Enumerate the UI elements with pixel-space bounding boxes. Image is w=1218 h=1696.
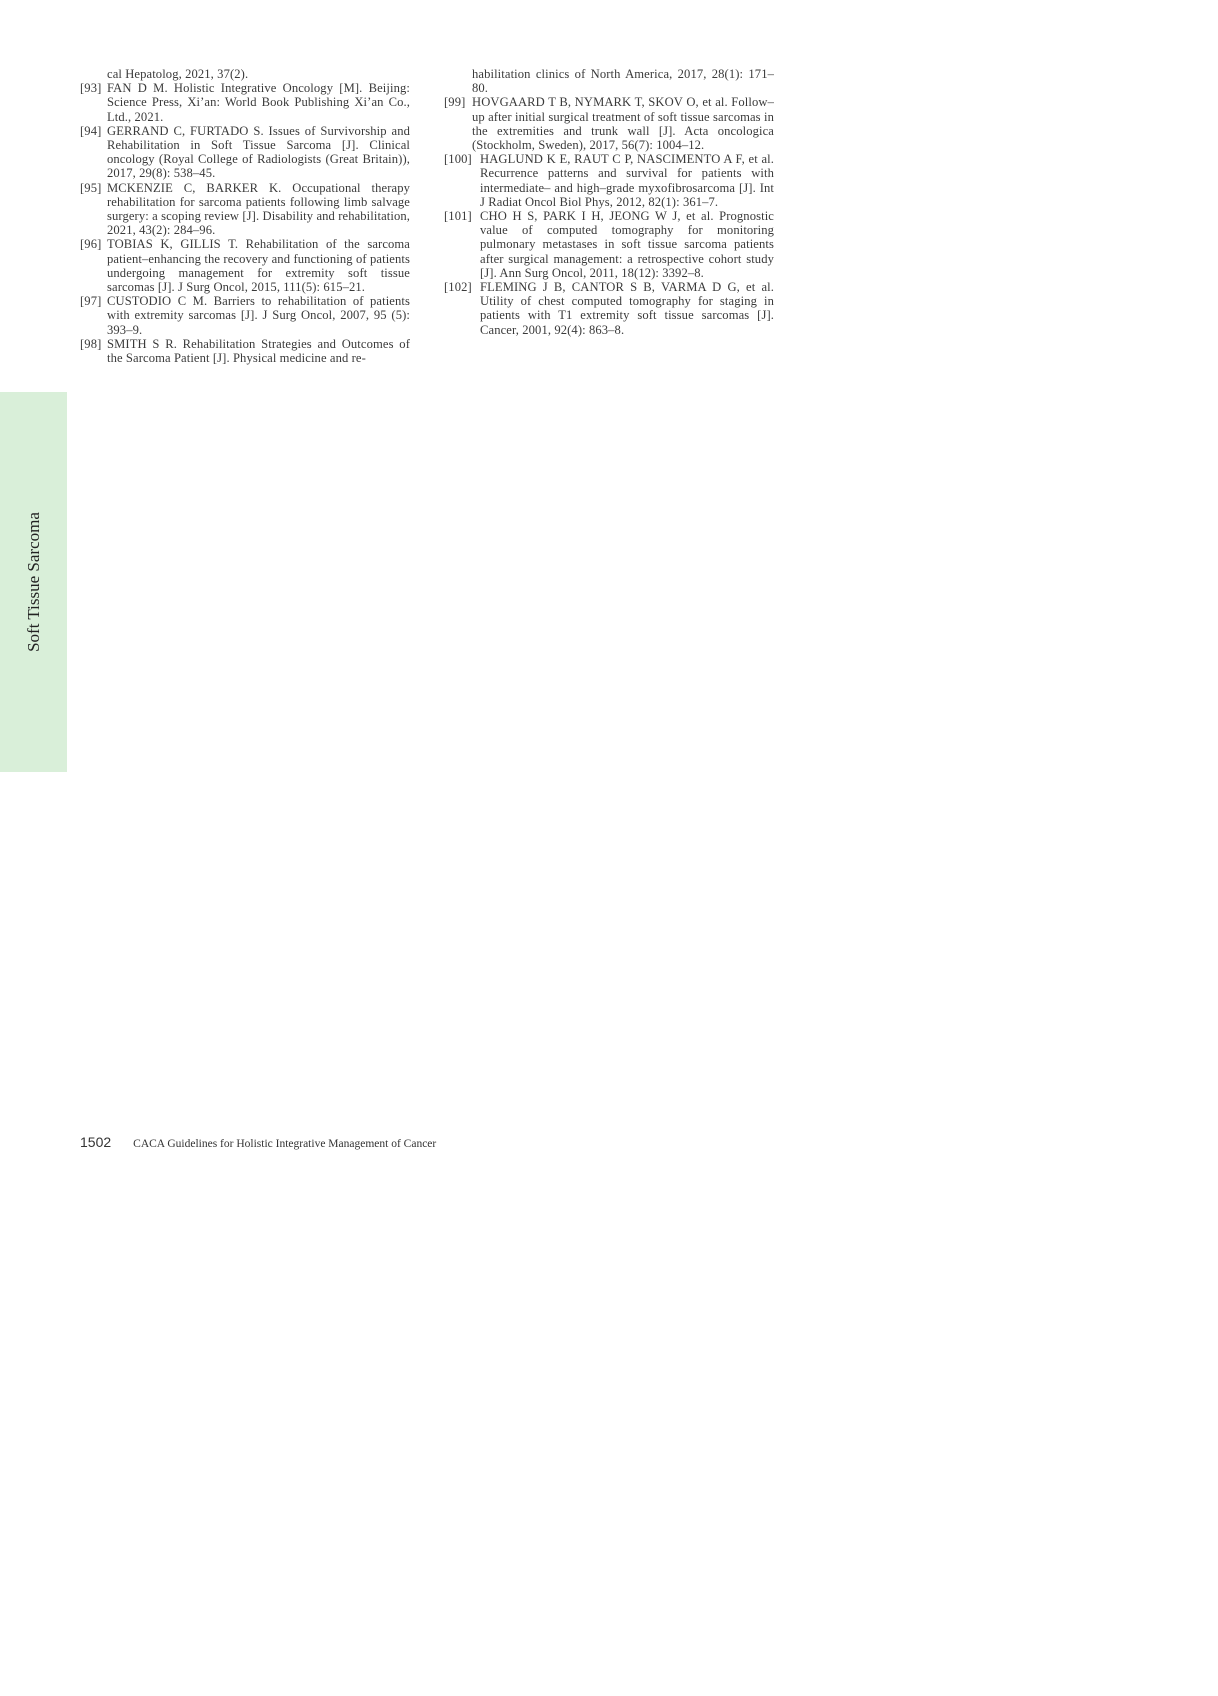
reference-continuation (444, 67, 774, 95)
reference-item (80, 237, 410, 294)
reference-text: MCKENZIE C, BARKER K. Occupational therapy rehabilitation for sarcoma patients following limb salvage surgery: a scoping review [J]. Disability and rehabilitation, 2021, 43(2): 284–96. (107, 180, 410, 238)
reference-number: [96] (80, 237, 102, 252)
reference-number: [102] (444, 280, 472, 295)
reference-continuation (80, 67, 410, 81)
reference-text: habilitation clinics of North America, 2017, 28(1): 171–80. (472, 67, 774, 96)
reference-text: HOVGAARD T B, NYMARK T, SKOV O, et al. Follow–up after initial surgical treatment of soft tissue sarcomas in the extremities and trunk wall [J]. Acta oncologica (Stockholm, Sweden), 2017, 56(7): 1004–12. (472, 95, 774, 153)
reference-item (80, 294, 410, 337)
reference-number: [101] (444, 209, 472, 224)
running-title: CACA Guidelines for Holistic Integrative Management of Cancer (133, 1138, 437, 1150)
page-footer (80, 1134, 436, 1154)
section-sidebar-tab (0, 392, 67, 772)
reference-text: cal Hepatolog, 2021, 37(2). (107, 67, 249, 81)
reference-text: SMITH S R. Rehabilitation Strategies and Outcomes of the Sarcoma Patient [J]. Physical medicine and re- (107, 336, 410, 366)
reference-text: TOBIAS K, GILLIS T. Rehabilitation of the sarcoma patient–enhancing the recovery and functioning of patients undergoing management for extremity soft tissue sarcomas [J]. J Surg Oncol, 2015, 111(5): 615–21. (107, 237, 410, 295)
references-right-column (444, 67, 774, 337)
reference-number: [97] (80, 294, 102, 309)
reference-text: FLEMING J B, CANTOR S B, VARMA D G, et al. Utility of chest computed tomography for staging in patients with T1 extremity soft tissue sarcomas [J]. Cancer, 2001, 92(4): 863–8. (480, 280, 774, 337)
reference-text: GERRAND C, FURTADO S. Issues of Survivorship and Rehabilitation in Soft Tissue Sarcoma [J]. Clinical oncology (Royal College of Radiologists (Great Britain)), 2017, 29(8): 538–45. (107, 123, 410, 181)
page-number: 1502 (80, 1134, 112, 1150)
reference-item (444, 152, 774, 209)
reference-number: [98] (80, 336, 102, 351)
reference-number: [99] (444, 95, 466, 110)
sidebar-label: Soft Tissue Sarcoma (23, 512, 43, 652)
reference-text: FAN D M. Holistic Integrative Oncology [M]. Beijing: Science Press, Xi’an: World Book Publishing Xi’an Co., Ltd., 2021. (107, 81, 410, 124)
references-left-column (80, 67, 410, 365)
reference-item (444, 209, 774, 280)
reference-item (444, 95, 774, 152)
reference-item (80, 337, 410, 365)
reference-number: [100] (444, 152, 472, 167)
reference-item (80, 124, 410, 181)
reference-number: [94] (80, 123, 102, 138)
reference-text: CUSTODIO C M. Barriers to rehabilitation of patients with extremity sarcomas [J]. J Surg Oncol, 2007, 95 (5): 393–9. (107, 294, 410, 337)
reference-number: [93] (80, 81, 102, 96)
reference-text: CHO H S, PARK I H, JEONG W J, et al. Prognostic value of computed tomography for monitoring pulmonary metastases in soft tissue sarcoma patients after surgical management: a retrospective cohort study [J]. Ann Surg Oncol, 2011, 18(12): 3392–8. (480, 209, 774, 280)
sidebar-label-wrap (0, 392, 67, 772)
reference-item (444, 280, 774, 337)
reference-item (80, 81, 410, 124)
reference-text: HAGLUND K E, RAUT C P, NASCIMENTO A F, et al. Recurrence patterns and survival for patients with intermediate– and high–grade myxofibrosarcoma [J]. Int J Radiat Oncol Biol Phys, 2012, 82(1): 361–7. (480, 152, 774, 209)
reference-number: [95] (80, 180, 102, 195)
reference-item (80, 181, 410, 238)
